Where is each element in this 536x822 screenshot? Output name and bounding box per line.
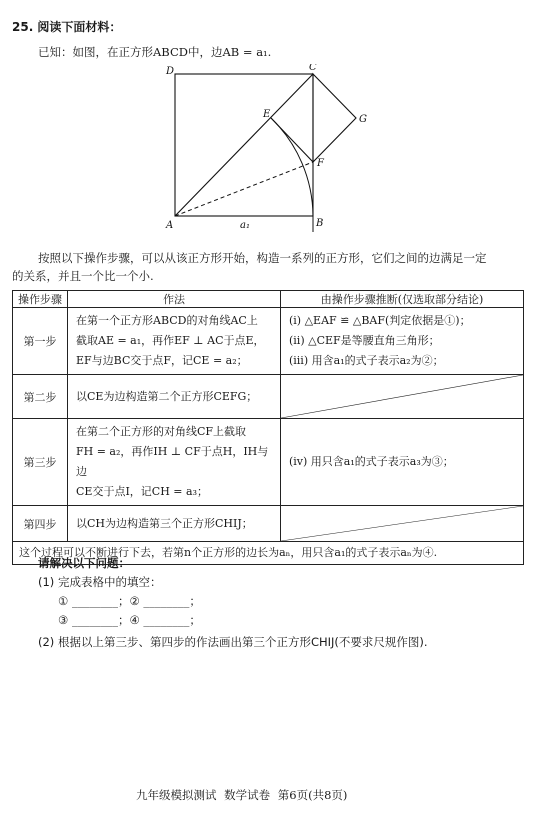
step4-method: 以CH为边构造第三个正方形CHIJ； [68, 506, 281, 542]
inference-1: (ⅰ) △EAF ≌ △BAF(判定依据是①)； [289, 314, 471, 327]
step2-method: 以CE为边构造第二个正方形CEFG； [68, 375, 281, 419]
step1-method-line3: EF与边BC交于点F，记CE = a₂； [76, 354, 248, 367]
step1-method-line2: 截取AE = a₁，再作EF ⊥ AC于点E， [76, 334, 265, 347]
step1-label: 第一步 [13, 308, 68, 375]
step2-empty-cell [281, 375, 524, 419]
inference-3: (ⅲ) 用含a₁的式子表示a₂为②； [289, 354, 444, 367]
table-row-step1 [13, 308, 524, 375]
step2-label: 第二步 [13, 375, 68, 419]
table-row-step2 [13, 375, 524, 419]
dashed-af [175, 162, 313, 216]
step1-method [68, 308, 281, 375]
question-2: (2) 根据以上第三步、第四步的作法画出第三个正方形CHIJ(不要求尺规作图). [38, 635, 428, 649]
step3-method-line2: FH = a₂，再作IH ⊥ CF于点H，IH与边 [76, 445, 269, 478]
step3-label: 第三步 [13, 419, 68, 506]
step4-label: 第四步 [13, 506, 68, 542]
inference-2: (ⅱ) △CEF是等腰直角三角形； [289, 334, 440, 347]
diagonal-slash [281, 506, 523, 541]
header-inference: 由操作步骤推断(仅选取部分结论) [281, 291, 524, 308]
step3-method [68, 419, 281, 506]
arc-be [271, 118, 313, 216]
page-footer: 九年级模拟测试 数学试卷 第6页(共8页) [136, 788, 348, 802]
step4-empty-cell [281, 506, 524, 542]
square-cefg-partial [313, 74, 356, 162]
given-statement: 已知：如图，在正方形ABCD中，边AB = a₁. [38, 45, 272, 59]
header-step: 操作步骤 [13, 291, 68, 308]
label-a: A [166, 220, 174, 231]
intro-line-2: 的关系，并且一个比一个小. [12, 269, 154, 283]
answer-blanks-1-2[interactable]: ① ________；② ________； [58, 594, 201, 608]
conclusion: 这个过程可以不断进行下去，若第n个正方形的边长为aₙ，用只含a₁的式子表示aₙ为④. [13, 542, 524, 565]
label-e: E [263, 109, 271, 120]
segment-ef [271, 118, 313, 162]
table-row-step3 [13, 419, 524, 506]
table-row-step4 [13, 506, 524, 542]
label-b: B [316, 218, 324, 229]
label-f: F [317, 158, 324, 169]
table-header-row [13, 291, 524, 308]
inference-4: (ⅳ) 用只含a₁的式子表示a₃为③； [289, 455, 454, 468]
questions-heading: 请解决以下问题： [38, 556, 130, 570]
label-c: C [309, 64, 317, 73]
steps-table [12, 290, 524, 565]
step3-method-line3: CE交于点I，记CH = a₃； [76, 485, 208, 498]
label-a1: a₁ [240, 220, 250, 231]
problem-title: 25. 阅读下面材料： [12, 20, 122, 34]
question-1: (1) 完成表格中的填空： [38, 575, 162, 589]
step1-method-line1: 在第一个正方形ABCD的对角线AC上 [76, 314, 258, 327]
step3-method-line1: 在第二个正方形的对角线CF上截取 [76, 425, 247, 438]
geometry-figure [160, 64, 380, 244]
header-method: 作法 [68, 291, 281, 308]
step3-inference [281, 419, 524, 506]
diagonal-slash [281, 375, 523, 418]
label-d: D [166, 66, 175, 77]
step1-inference [281, 308, 524, 375]
label-g: G [359, 114, 367, 125]
intro-line-1: 按照以下操作步骤，可以从该正方形开始，构造一系列的正方形，它们之间的边满足一定 [38, 251, 487, 265]
answer-blanks-3-4[interactable]: ③ ________；④ ________； [58, 613, 201, 627]
